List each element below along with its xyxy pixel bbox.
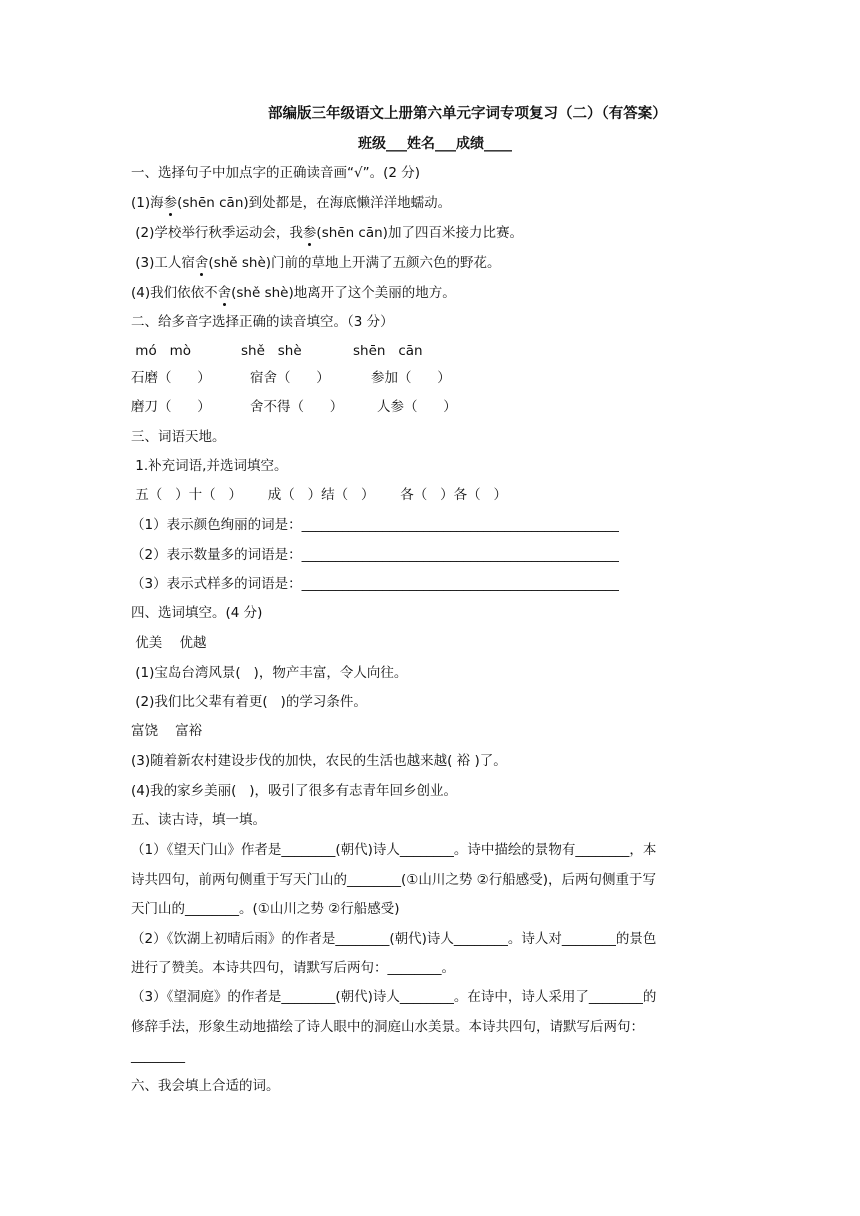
- q2-blank-r2c: 人参（ ）: [377, 399, 457, 415]
- q3-fill-2: （2）表示数量多的词语是：_______________________________________________: [131, 547, 619, 563]
- q1-item-3-text-b: (shě shè)门前的草地上开满了五颜六色的野花。: [208, 255, 501, 271]
- q3-fill-3: （3）表示式样多的词语是：_______________________________________________: [131, 576, 619, 592]
- q3-fill-1: （1）表示颜色绚丽的词是：_______________________________________________: [131, 517, 619, 533]
- q1-item-4-text-a: (4)我们依依不: [131, 285, 218, 301]
- q1-item-2-text-a: (2)学校举行秋季运动会，我: [131, 225, 303, 241]
- poem-2-line-1: （2）《饮湖上初晴后雨》的作者是________(朝代)诗人________。诗人对________的景色: [131, 931, 657, 947]
- q1-item-4-dotted-char: 舍: [217, 285, 232, 301]
- q1-item-1-text-b: (shēn cān)到处都是，在海底懒洋洋地蠕动。: [177, 195, 452, 211]
- pinyin-option-2: shě shè: [241, 343, 302, 359]
- q1-item-2-text-b: (shēn cān)加了四百米接力比赛。: [316, 225, 523, 241]
- q1-item-2: [131, 223, 523, 243]
- q1-item-3-text-a: (3)工人宿: [131, 255, 195, 271]
- poem-3-line-2: 修辞手法，形象生动地描绘了诗人眼中的洞庭山水美景。本诗共四句，请默写后两句：: [131, 1019, 644, 1035]
- poem-1-line-2: 诗共四句，前两句侧重于写天门山的________(①山川之势 ②行船感受)，后两句侧重于写: [131, 872, 657, 888]
- student-info-line: 班级___姓名___成绩____: [358, 136, 512, 152]
- q1-item-3: [131, 253, 501, 273]
- q1-item-3-dotted-char: 舍: [194, 255, 209, 271]
- idiom-blanks: 五（ ）十（ ） 成（ ）结（ ） 各（ ）各（ ）: [131, 487, 508, 503]
- q1-item-4-text-b: (shě shè)地离开了这个美丽的地方。: [231, 285, 456, 301]
- poem-1-line-1: （1）《望天门山》作者是________(朝代)诗人________。诗中描绘的景物有________，本: [131, 842, 657, 858]
- q2-blank-r1c: 参加（ ）: [371, 370, 451, 386]
- q4-sentence-1: (1)宝岛台湾风景( )，物产丰富，令人向往。: [131, 665, 408, 681]
- q2-blank-r1a: 石磨（ ）: [131, 370, 211, 386]
- pinyin-option-3: shēn cān: [353, 343, 423, 359]
- section-2-heading: 二、给多音字选择正确的读音填空。（3 分）: [131, 314, 394, 330]
- word-options-1: 优美 优越: [131, 635, 207, 651]
- poem-2-line-2: 进行了赞美。本诗共四句，请默写后两句：________。: [131, 960, 455, 976]
- q4-sentence-2: (2)我们比父辈有着更( )的学习条件。: [131, 694, 367, 710]
- poem-3-line-1: （3）《望洞庭》的作者是________(朝代)诗人________。在诗中，诗人采用了________的: [131, 989, 657, 1005]
- poem-1-line-3: 天门山的________。(①山川之势 ②行船感受): [131, 901, 400, 917]
- section-6-heading: 六、我会填上合适的词。: [131, 1078, 280, 1094]
- q4-sentence-4: (4)我的家乡美丽( )，吸引了很多有志青年回乡创业。: [131, 783, 458, 799]
- q2-blank-r2a: 磨刀（ ）: [131, 399, 211, 415]
- q2-blank-r1b: 宿舍（ ）: [250, 370, 330, 386]
- pinyin-option-1: mó mò: [131, 343, 191, 359]
- section-4-heading: 四、选词填空。(4 分): [131, 605, 263, 621]
- poem-3-line-3: ________: [131, 1048, 185, 1064]
- page-title: 部编版三年级语文上册第六单元字词专项复习（二）（有答案）: [268, 106, 667, 122]
- q1-item-1-dotted-char: 参: [163, 195, 178, 211]
- q4-sentence-3: (3)随着新农村建设步伐的加快，农民的生活也越来越( 裕 )了。: [131, 753, 507, 769]
- q2-blank-r2b: 舍不得（ ）: [250, 399, 344, 415]
- q1-item-1-text-a: (1)海: [131, 195, 164, 211]
- q1-item-1: [131, 193, 451, 213]
- q1-item-2-dotted-char: 参: [302, 225, 317, 241]
- section-3-instruction: 1.补充词语,并选词填空。: [131, 458, 288, 474]
- section-3-heading: 三、词语天地。: [131, 429, 226, 445]
- q1-item-4: [131, 283, 456, 303]
- section-5-heading: 五、读古诗，填一填。: [131, 812, 266, 828]
- section-1-heading: 一、选择句子中加点字的正确读音画“√”。(2 分): [131, 165, 421, 181]
- word-options-2: 富饶 富裕: [131, 723, 203, 739]
